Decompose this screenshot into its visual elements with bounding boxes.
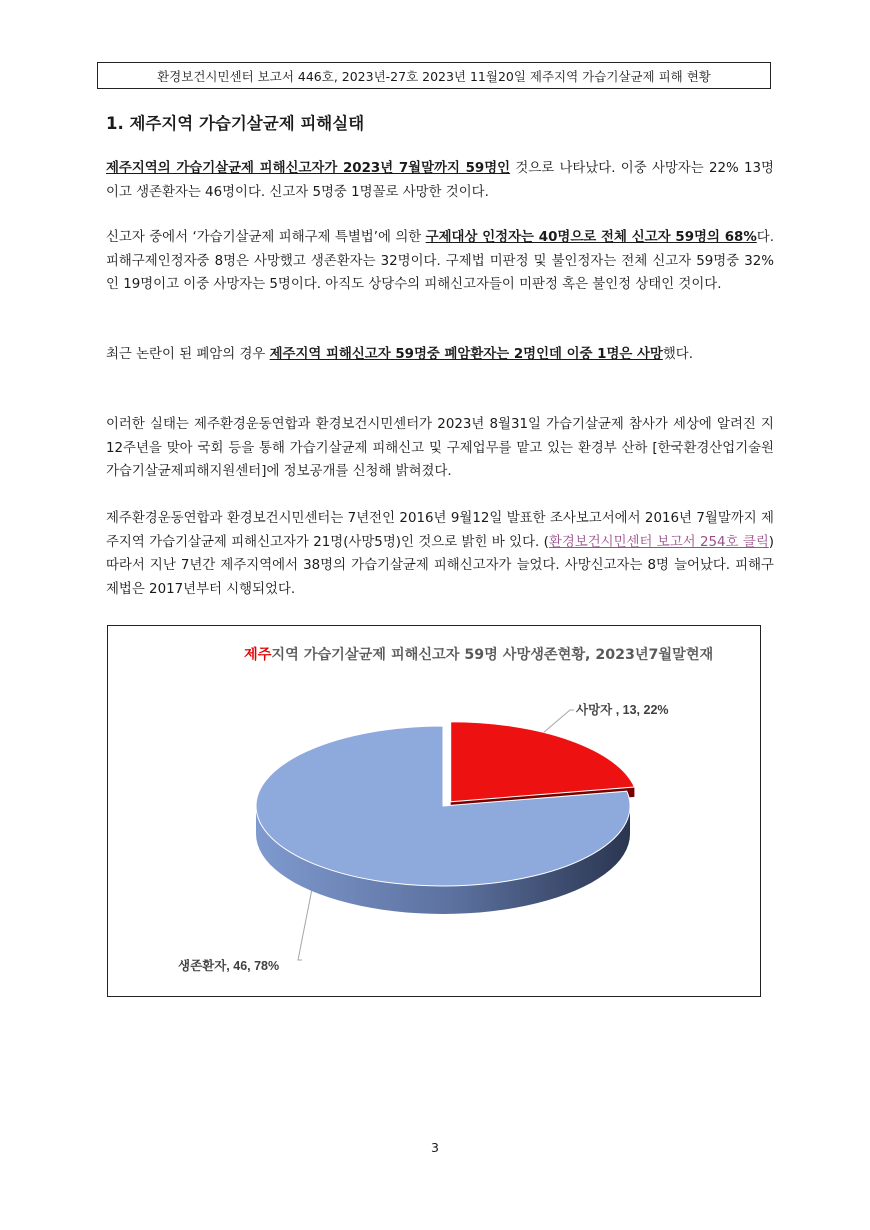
paragraph-2-text-after: 다. 피해구제인정자중 8명은 사망했고 생존환자는 32명이다. 구제법 미판정 및 불인정자는 전체 신고자 59명중 32%인 19명이고 이중 사망자는 5명이다. 아직도 상당수의 피해신고자들이 미판정 혹은 불인정 상태인 것이다.: [106, 230, 774, 292]
report-254-link[interactable]: 환경보건시민센터 보고서 254호 클릭: [548, 534, 769, 550]
paragraph-5: [106, 507, 774, 601]
paragraph-2-emphasis: 구제대상 인정자는 40명으로 전체 신고자 59명의 68%: [425, 230, 757, 245]
page-number: 3: [431, 1140, 439, 1155]
data-label-생존환자: 생존환자, 46, 78%: [178, 959, 280, 973]
chart-title: [244, 644, 754, 664]
paragraph-1-emphasis: 제주지역의 가습기살균제 피해신고자가 2023년 7월말까지 59명인: [106, 161, 511, 176]
paragraph-1: [106, 157, 774, 204]
paragraph-2-text-before: 신고자 중에서 ‘가습기살균제 피해구제 특별법’에 의한: [106, 230, 426, 245]
paragraph-5-text-after: ) 따라서 지난 7년간 제주지역에서 38명의 가습기살균제 피해신고자가 늘었다. 사망신고자는 8명 늘어났다. 피해구제법은 2017년부터 시행되었다.: [106, 534, 775, 597]
report-header: [97, 62, 771, 89]
pie-chart: [107, 625, 761, 997]
chart-title-text: 지역 가습기살균제 피해신고자 59명 사망생존현황, 2023년7월말현재: [271, 647, 714, 663]
paragraph-3-text-before: 최근 논란이 된 폐암의 경우: [106, 347, 270, 362]
paragraph-1-text: 것으로 나타났다. 이중 사망자는 22% 13명이고 생존환자는 46명이다. 신고자 5명중 1명꼴로 사망한 것이다.: [106, 161, 774, 200]
leader-line-사망자: [544, 710, 574, 732]
paragraph-5-text-before: 제주환경운동연합과 환경보건시민센터는 7년전인 2016년 9월12일 발표한 조사보고서에서 2016년 7월말까지 제주지역 가습기살균제 피해신고자가 21명(사망5명)인 것으로 밝힌 바 있다. (: [106, 511, 774, 550]
report-header-text: 환경보건시민센터 보고서 446호, 2023년-27호 2023년 11월20일 제주지역 가습기살균제 피해 현황: [157, 68, 711, 84]
paragraph-3-emphasis: 제주지역 피해신고자 59명중 폐암환자는 2명인데 이중 1명은 사망: [269, 347, 663, 362]
paragraph-3: [106, 343, 774, 367]
data-label-사망자: 사망자 , 13, 22%: [576, 703, 669, 717]
chart-title-accent: 제주: [244, 647, 272, 663]
paragraph-4-text: 이러한 실태는 제주환경운동연합과 환경보건시민센터가 2023년 8월31일 가습기살균제 참사가 세상에 알려진 지 12주년을 맞아 국회 등을 통해 가습기살균제 피해신고 및 구제업무를 맡고 있는 환경부 산하 [한국환경산업기술원 가습기살균제피해지원센터]에 정보공개를 신청해 밝혀졌다.: [106, 417, 774, 479]
leader-line-생존환자: [298, 891, 312, 960]
paragraph-3-text-after: 했다.: [662, 347, 694, 362]
section-title: 1. 제주지역 가습기살균제 피해실태: [106, 114, 365, 133]
pie-chart-canvas: [108, 626, 759, 995]
paragraph-2: [106, 226, 774, 297]
paragraph-4: [106, 413, 774, 484]
